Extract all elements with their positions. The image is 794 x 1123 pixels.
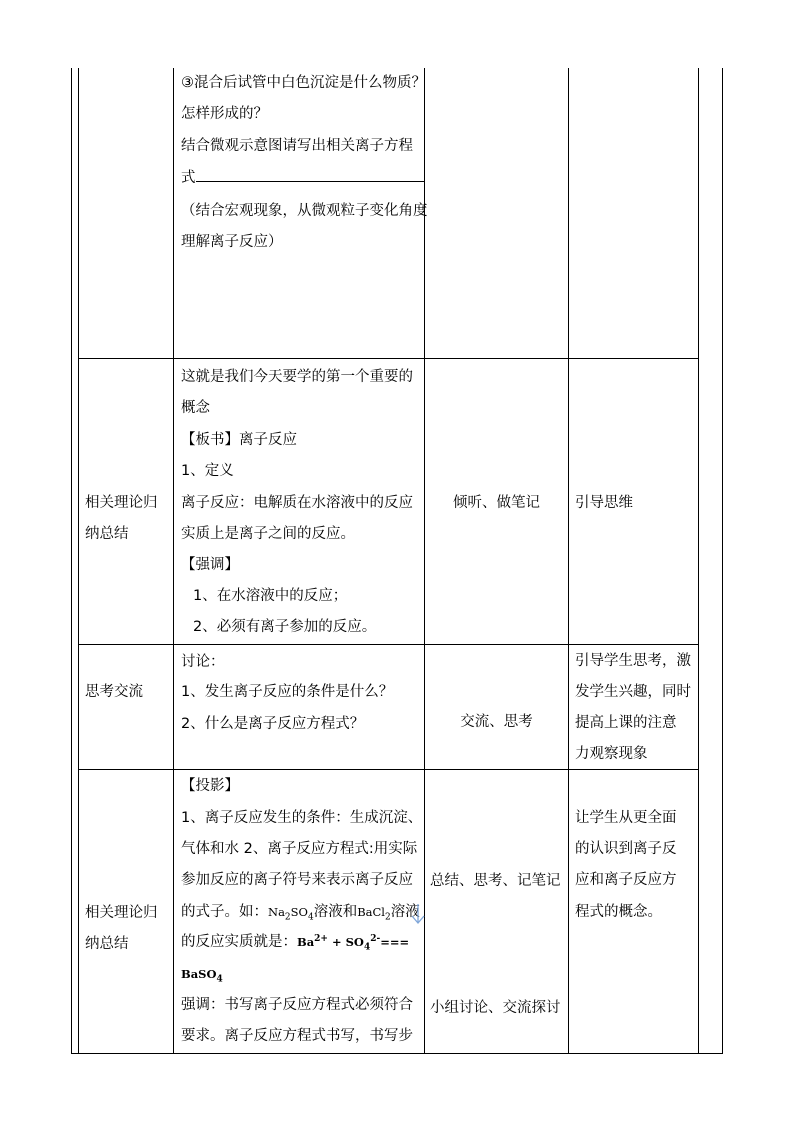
row1-content-line: 结合微观示意图请写出相关离子方程 xyxy=(181,138,413,154)
row4-stage-label: 相关理论归 xyxy=(85,905,158,921)
row3-design-intent-line: 力观察现象 xyxy=(575,746,648,762)
row4-design-intent-line: 程式的概念。 xyxy=(575,904,662,920)
formula-na2so4: $Na_2SO_4$ xyxy=(268,905,314,923)
row4-student-activity: 小组讨论、交流探讨 xyxy=(430,1000,561,1016)
row3-design-intent-line: 提高上课的注意 xyxy=(575,715,677,731)
row2-content-line: 【板书】离子反应 xyxy=(181,432,297,448)
text-run: 溶液 xyxy=(390,904,420,920)
row4-content-line: BaSO$_4$ xyxy=(181,967,223,985)
text-run: 的式子。如： xyxy=(181,904,268,920)
row2-content-line: 这就是我们今天要学的第一个重要的 xyxy=(181,369,413,385)
ionic-equation: $Ba^{2+} + SO_4^{2-}===$ xyxy=(297,934,410,953)
table-border-left-inner xyxy=(78,68,79,1054)
row2-student-activity: 倾听、做笔记 xyxy=(453,495,540,511)
row2-content-line: 1、在水溶液中的反应； xyxy=(193,588,348,604)
row3-stage-label: 思考交流 xyxy=(85,684,143,700)
row2-content-line: 2、必须有离子参加的反应。 xyxy=(193,619,377,635)
row4-stage-label: 纳总结 xyxy=(85,936,129,952)
row3-design-intent-line: 发学生兴趣，同时 xyxy=(575,684,691,700)
text-run: 溶液和 xyxy=(313,904,358,920)
row2-stage-label: 纳总结 xyxy=(85,526,129,542)
row3-student-activity: 交流、思考 xyxy=(460,714,533,730)
row1-content-line: （结合宏观现象，从微观粒子变化角度 xyxy=(181,203,428,219)
row1-content-line xyxy=(181,163,424,194)
row4-content-line: 【投影】 xyxy=(181,778,239,794)
row4-content-line xyxy=(181,927,409,958)
table-border-right xyxy=(722,68,723,1054)
column-divider-3 xyxy=(568,68,569,1054)
row3-content-line: 1、发生离子反应的条件是什么？ xyxy=(181,684,394,700)
row4-content-line: 强调：书写离子反应方程式必须符合 xyxy=(181,997,413,1013)
row4-content-line: 要求。离子反应方程式书写，书写步 xyxy=(181,1028,413,1044)
answer-blank xyxy=(196,163,424,182)
row3-design-intent-line: 引导学生思考，激 xyxy=(575,653,691,669)
row2-content-line: 实质上是离子之间的反应。 xyxy=(181,526,355,542)
row1-content-line: ③混合后试管中白色沉淀是什么物质？ xyxy=(181,75,426,91)
row2-content-line: 【强调】 xyxy=(181,557,239,573)
row3-content-line: 2、什么是离子反应方程式？ xyxy=(181,716,365,732)
row4-content-line: 1、离子反应发生的条件：生成沉淀、 xyxy=(181,810,423,826)
row4-content-line xyxy=(181,897,420,928)
row-divider-2 xyxy=(78,644,698,645)
table-border-bottom xyxy=(71,1053,723,1054)
text-run: 的反应实质就是： xyxy=(181,934,297,950)
row2-content-line: 1、定义 xyxy=(181,463,234,479)
row-divider-1 xyxy=(78,358,698,359)
table-border-left xyxy=(71,68,72,1054)
row1-answer-prefix: 式 xyxy=(181,170,196,186)
down-arrow-icon xyxy=(410,903,426,925)
row2-content-line: 离子反应：电解质在水溶液中的反应 xyxy=(181,495,413,511)
row1-content-line: 怎样形成的？ xyxy=(181,106,268,122)
formula-bacl2: BaCl$_2$ xyxy=(357,905,391,923)
row2-content-line: 概念 xyxy=(181,400,210,416)
column-divider-1 xyxy=(173,68,174,1054)
row3-content-line: 讨论： xyxy=(181,654,225,670)
row4-design-intent-line: 应和离子反应方 xyxy=(575,872,677,888)
row4-design-intent-line: 让学生从更全面 xyxy=(575,810,677,826)
row4-content-line: 参加反应的离子符号来表示离子反应 xyxy=(181,872,413,888)
row2-stage-label: 相关理论归 xyxy=(85,495,158,511)
column-divider-4 xyxy=(698,68,699,1054)
row2-design-intent: 引导思维 xyxy=(575,495,633,511)
row4-design-intent-line: 的认识到离子反 xyxy=(575,841,677,857)
row4-student-activity: 总结、思考、记笔记 xyxy=(430,873,561,889)
row4-content-line: 气体和水 2、离子反应方程式:用实际 xyxy=(181,841,418,857)
row1-content-line: 理解离子反应） xyxy=(181,234,283,250)
